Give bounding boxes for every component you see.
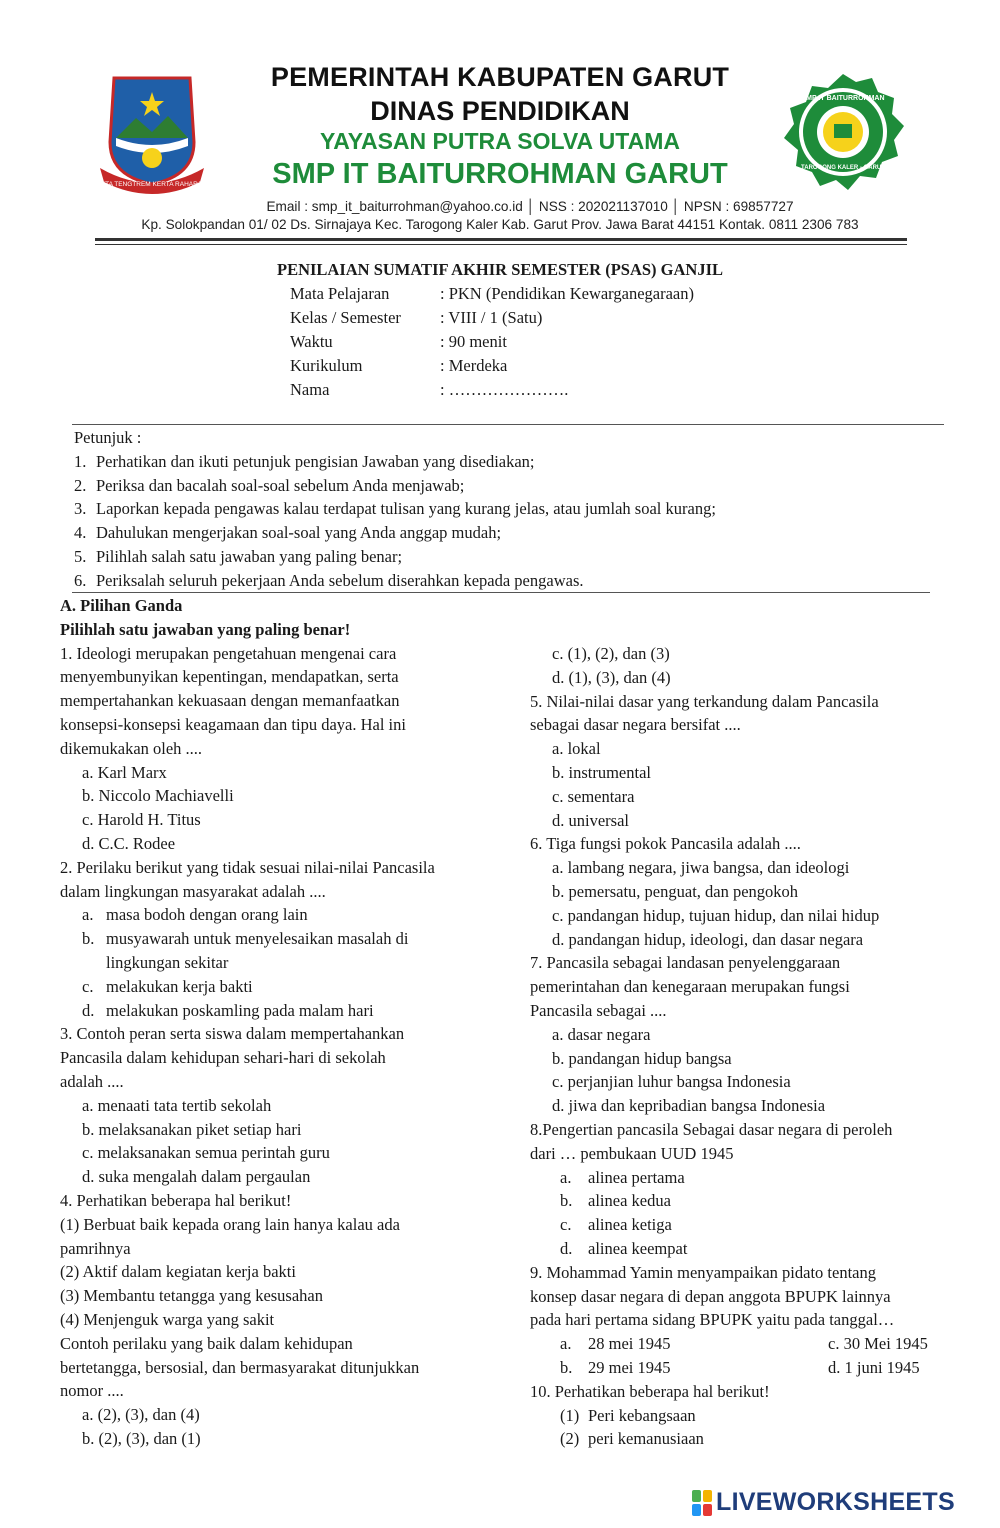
answer-option[interactable]: b. instrumental: [552, 762, 651, 782]
header-divider-thin: [95, 244, 907, 245]
instruction-item: 1. Perhatikan dan ikuti petunjuk pengisian Jawaban yang disediakan;: [74, 451, 535, 471]
answer-option[interactable]: c. pandangan hidup, tujuan hidup, dan nilai hidup: [552, 905, 880, 925]
list-item: (1) Peri kebangsaan: [560, 1405, 696, 1425]
answer-option[interactable]: 28 mei 1945: [588, 1334, 671, 1354]
answer-option[interactable]: c. Harold H. Titus: [82, 810, 201, 830]
header-divider-thick: [95, 238, 907, 241]
instruction-item: 2. Periksa dan bacalah soal-soal sebelum Anda menjawab;: [74, 475, 465, 495]
question-3: 3. Contoh peran serta siswa dalam mempertahankan Pancasila dalam kehidupan sehari-hari di sekolah adalah .... a. menaati tata tertib sekolah b. melaksanakan piket setiap hari c. melaksanakan semua perintah guru d. suka mengalah dalam pergaulan: [60, 1022, 500, 1189]
answer-option[interactable]: a. dasar negara: [552, 1024, 651, 1044]
section-title: A. Pilihan Ganda: [60, 596, 183, 615]
right-logo-text-top: SMP IT BAITURROHMAN: [801, 95, 885, 102]
answer-option[interactable]: c. perjanjian luhur bangsa Indonesia: [552, 1072, 791, 1092]
instruction-item: 3. Laporkan kepada pengawas kalau terdapat tulisan yang kurang jelas, atau jumlah soal kurang;: [74, 499, 716, 519]
instruction-item: 5. Pilihlah salah satu jawaban yang paling benar;: [74, 546, 403, 566]
identity-row-name: Nama : ………………….: [290, 378, 694, 402]
answer-option[interactable]: b. melaksanakan piket setiap hari: [82, 1119, 302, 1139]
name-field[interactable]: : ………………….: [440, 380, 569, 399]
liveworksheets-logo-icon: [692, 1490, 712, 1516]
answer-option[interactable]: b. alinea kedua: [560, 1191, 671, 1211]
exam-title: PENILAIAN SUMATIF AKHIR SEMESTER (PSAS) GANJIL: [276, 260, 724, 279]
answer-options-row: a. 28 mei 1945 c. 30 Mei 1945: [530, 1332, 950, 1356]
answer-option[interactable]: 29 mei 1945: [588, 1357, 671, 1377]
answer-option[interactable]: b. (2), (3), dan (1): [82, 1428, 201, 1448]
divider-instructions-top: [72, 424, 944, 425]
header-government: PEMERINTAH KABUPATEN GARUT: [270, 62, 730, 92]
answer-option[interactable]: a. Karl Marx: [82, 762, 167, 782]
answer-option[interactable]: c. alinea ketiga: [560, 1215, 672, 1235]
questions-left-column: [60, 594, 500, 1451]
identity-row: Kelas / Semester : VIII / 1 (Satu): [290, 308, 543, 327]
answer-option[interactable]: d. melakukan poskamling pada malam hari: [82, 1000, 374, 1020]
answer-option[interactable]: a. alinea pertama: [560, 1167, 685, 1187]
answer-option[interactable]: a. lokal: [552, 739, 601, 759]
header-school: SMP IT BAITURROHMAN GARUT: [272, 158, 728, 190]
question-4: 4. Perhatikan beberapa hal berikut! (1) Berbuat baik kepada orang lain hanya kalau ada pamrihnya (2) Aktif dalam kegiatan kerja bakti (3) Membantu tetangga yang kesusahan (4) Menjenguk warga yang sakit Contoh perilaku yang baik dalam kehidupan bertetangga, bersosial, dan bermasyarakat ditunjukkan nomor .... a. (2), (3), dan (4) b. (2), (3), dan (1): [60, 1189, 500, 1451]
instruction-item: 4. Dahulukan mengerjakan soal-soal yang Anda anggap mudah;: [74, 523, 502, 543]
answer-option[interactable]: d. alinea keempat: [560, 1238, 688, 1258]
question-10: 10. Perhatikan beberapa hal berikut! (1) Peri kebangsaan (2) peri kemanusiaan: [530, 1380, 950, 1451]
answer-option[interactable]: d. (1), (3), dan (4): [552, 667, 671, 687]
identity-row: Waktu : 90 menit: [290, 332, 507, 351]
instructions-heading: Petunjuk :: [74, 428, 142, 447]
divider-instructions-bottom: [72, 592, 930, 593]
question-9: 9. Mohammad Yamin menyampaikan pidato tentang konsep dasar negara di depan anggota BPUPK lainnya pada hari pertama sidang BPUPK yaitu pada tanggal… a. 28 mei 1945 c. 30 Mei 1945 b. 29 mei 1945 d. 1 juni 1945: [530, 1261, 950, 1380]
answer-option[interactable]: c. melakukan kerja bakti: [82, 976, 253, 996]
brand-text: LIVEWORKSHEETS: [716, 1488, 955, 1516]
header-department: DINAS PENDIDIKAN: [370, 96, 630, 126]
answer-option[interactable]: d. universal: [552, 810, 629, 830]
answer-option[interactable]: b. pandangan hidup bangsa: [552, 1048, 732, 1068]
answer-option[interactable]: a. lambang negara, jiwa bangsa, dan ideologi: [552, 858, 850, 878]
answer-options-row: b. 29 mei 1945 d. 1 juni 1945: [530, 1356, 950, 1380]
answer-option[interactable]: d. suka mengalah dalam pergaulan: [82, 1167, 311, 1187]
section-subtitle: Pilihlah satu jawaban yang paling benar!: [60, 619, 351, 639]
exam-identity: [290, 282, 694, 402]
question-6: 6. Tiga fungsi pokok Pancasila adalah .... a. lambang negara, jiwa bangsa, dan ideologi b. pemersatu, penguat, dan pengokoh c. pandangan hidup, tujuan hidup, dan nilai hidup d. pandangan hidup, ideologi, dan dasar negara: [530, 832, 950, 951]
answer-option[interactable]: b. musyawarah untuk menyelesaikan masalah di: [82, 929, 409, 949]
answer-option[interactable]: a. menaati tata tertib sekolah: [82, 1095, 272, 1115]
answer-option[interactable]: b. pemersatu, penguat, dan pengokoh: [552, 881, 799, 901]
answer-option[interactable]: c. (1), (2), dan (3): [552, 644, 670, 663]
answer-option[interactable]: a. masa bodoh dengan orang lain: [82, 905, 308, 925]
identity-row: Mata Pelajaran : PKN (Pendidikan Kewarganegaraan): [290, 284, 694, 303]
header-contact-email: Email : smp_it_baiturrohman@yahoo.co.id │ NSS : 202021137010 │ NPSN : 69857727: [266, 199, 794, 214]
question-4-continued: [530, 642, 950, 690]
header-foundation: YAYASAN PUTRA SOLVA UTAMA: [320, 128, 680, 154]
instruction-item: 6. Periksalah seluruh pekerjaan Anda sebelum diserahkan kepada pengawas.: [74, 570, 584, 590]
questions-right-column: [530, 642, 950, 1451]
answer-option[interactable]: c. 30 Mei 1945: [828, 1334, 928, 1354]
list-item: (2) peri kemanusiaan: [560, 1429, 704, 1449]
answer-option[interactable]: d. 1 juni 1945: [828, 1357, 920, 1377]
answer-option[interactable]: b. Niccolo Machiavelli: [82, 786, 234, 806]
instructions: [74, 426, 716, 593]
answer-option[interactable]: d. jiwa dan kepribadian bangsa Indonesia: [552, 1096, 826, 1116]
liveworksheets-brand[interactable]: [692, 1488, 955, 1517]
answer-option-continuation: lingkungan sekitar: [106, 952, 229, 972]
question-5: 5. Nilai-nilai dasar yang terkandung dalam Pancasila sebagai dasar negara bersifat .... a. lokal b. instrumental c. sementara d. universal: [530, 690, 950, 833]
answer-option[interactable]: a. (2), (3), dan (4): [82, 1405, 200, 1425]
left-logo-motto: INTA TENGTREM KERTA RAHARJA: [98, 181, 206, 188]
answer-option[interactable]: c. sementara: [552, 786, 635, 806]
question-2: 2. Perilaku berikut yang tidak sesuai nilai-nilai Pancasila dalam lingkungan masyarakat adalah .... a. masa bodoh dengan orang lain b. musyawarah untuk menyelesaikan masalah di lingkungan sekitar c. melakukan kerja bakti d. melakukan poskamling pada malam hari: [60, 856, 500, 1023]
question-1: 1. Ideologi merupakan pengetahuan mengenai cara menyembunyikan kepentingan, mendapatkan, serta mempertahankan kekuasaan dengan memanfaatkan konsepsi-konsepsi keagamaan dan tipu daya. Hal ini dikemukakan oleh .... a. Karl Marx b. Niccolo Machiavelli c. Harold H. Titus d. C.C. Rodee: [60, 642, 500, 856]
question-8: 8.Pengertian pancasila Sebagai dasar negara di peroleh dari … pembukaan UUD 1945 a. alinea pertama b. alinea kedua c. alinea ketiga d. alinea keempat: [530, 1118, 950, 1261]
header-contact-address: Kp. Solokpandan 01/ 02 Ds. Sirnajaya Kec. Tarogong Kaler Kab. Garut Prov. Jawa Barat 44151 Kontak. 0811 2306 783: [141, 217, 859, 232]
answer-option[interactable]: c. melaksanakan semua perintah guru: [82, 1143, 330, 1163]
answer-option[interactable]: d. pandangan hidup, ideologi, dan dasar negara: [552, 929, 864, 949]
question-7: 7. Pancasila sebagai landasan penyelenggaraan pemerintahan dan kenegaraan merupakan fungsi Pancasila sebagai .... a. dasar negara b. pandangan hidup bangsa c. perjanjian luhur bangsa Indonesia d. jiwa dan kepribadian bangsa Indonesia: [530, 951, 950, 1118]
answer-option[interactable]: d. C.C. Rodee: [82, 833, 176, 853]
right-logo-text-bottom: TAROGONG KALER - GARUT: [801, 165, 885, 171]
identity-row: Kurikulum : Merdeka: [290, 356, 508, 375]
